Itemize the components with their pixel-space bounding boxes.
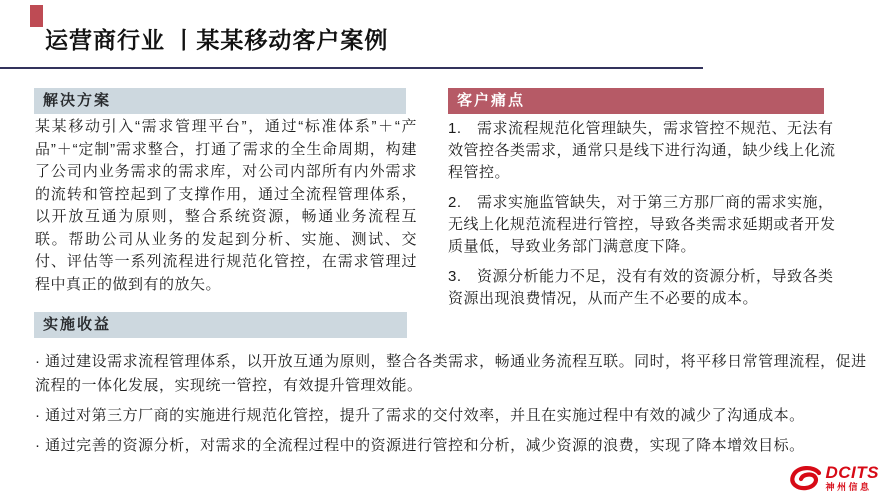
logo-brand-name: DCITS [825,463,879,482]
solution-section-header: 解决方案 [34,88,406,114]
company-logo [788,464,880,492]
solution-body-text: 某某移动引入“需求管理平台”，通过“标准体系”＋“产品”＋“定制”需求整合，打通了需求的全生命周期，构建了公司内业务需求的需求库，对公司内部所有内外需求的流转和管控起到了支撑作用，通过全流程管理体系，以开放互通为原则，整合系统资源，畅通业务流程互联。帮助公司从业务的发起到分析、实施、测试、交付、评估等一系列流程进行规范化管控，在需求管理过程中真正的做到有的放矢。 [35,118,417,293]
benefit-item: · 通过建设需求流程管理体系，以开放互通为原则，整合各类需求，畅通业务流程互联。同时，将平移日常管理流程，促进流程的一体化发展，实现统一管控，有效提升管理效能。 [35,353,867,394]
benefits-section-header: 实施收益 [34,312,407,338]
dcits-swoosh-icon [788,465,822,491]
logo-text-block [826,464,880,492]
pain-point-item: 1. 需求流程规范化管理缺失，需求管控不规范、无法有效管控各类需求，通常只是线下进行沟通，缺少线上化流程管控。 [448,120,836,181]
benefit-item: · 通过完善的资源分析，对需求的全流程过程中的资源进行管控和分析，减少资源的浪费，实现了降本增效目标。 [35,437,805,454]
title-accent-bar [30,5,43,27]
title-divider [0,67,703,69]
pain-points-section-header: 客户痛点 [448,88,824,114]
benefits-list [35,350,867,464]
page-title: 运营商行业 丨某某移动客户案例 [45,27,389,53]
logo-company-name: 神州信息 [825,482,872,492]
pain-point-item: 2. 需求实施监管缺失，对于第三方那厂商的需求实施，无线上化规范流程进行管控，导致各类需求延期或者开发质量低，导致业务部门满意度下降。 [448,194,836,255]
benefit-item: · 通过对第三方厂商的实施进行规范化管控，提升了需求的交付效率，并且在实施过程中有效的减少了沟通成本。 [35,407,805,424]
pain-points-list [448,118,842,318]
pain-point-item: 3. 资源分析能力不足，没有有效的资源分析，导致各类资源出现浪费情况，从而产生不必要的成本。 [448,268,834,307]
